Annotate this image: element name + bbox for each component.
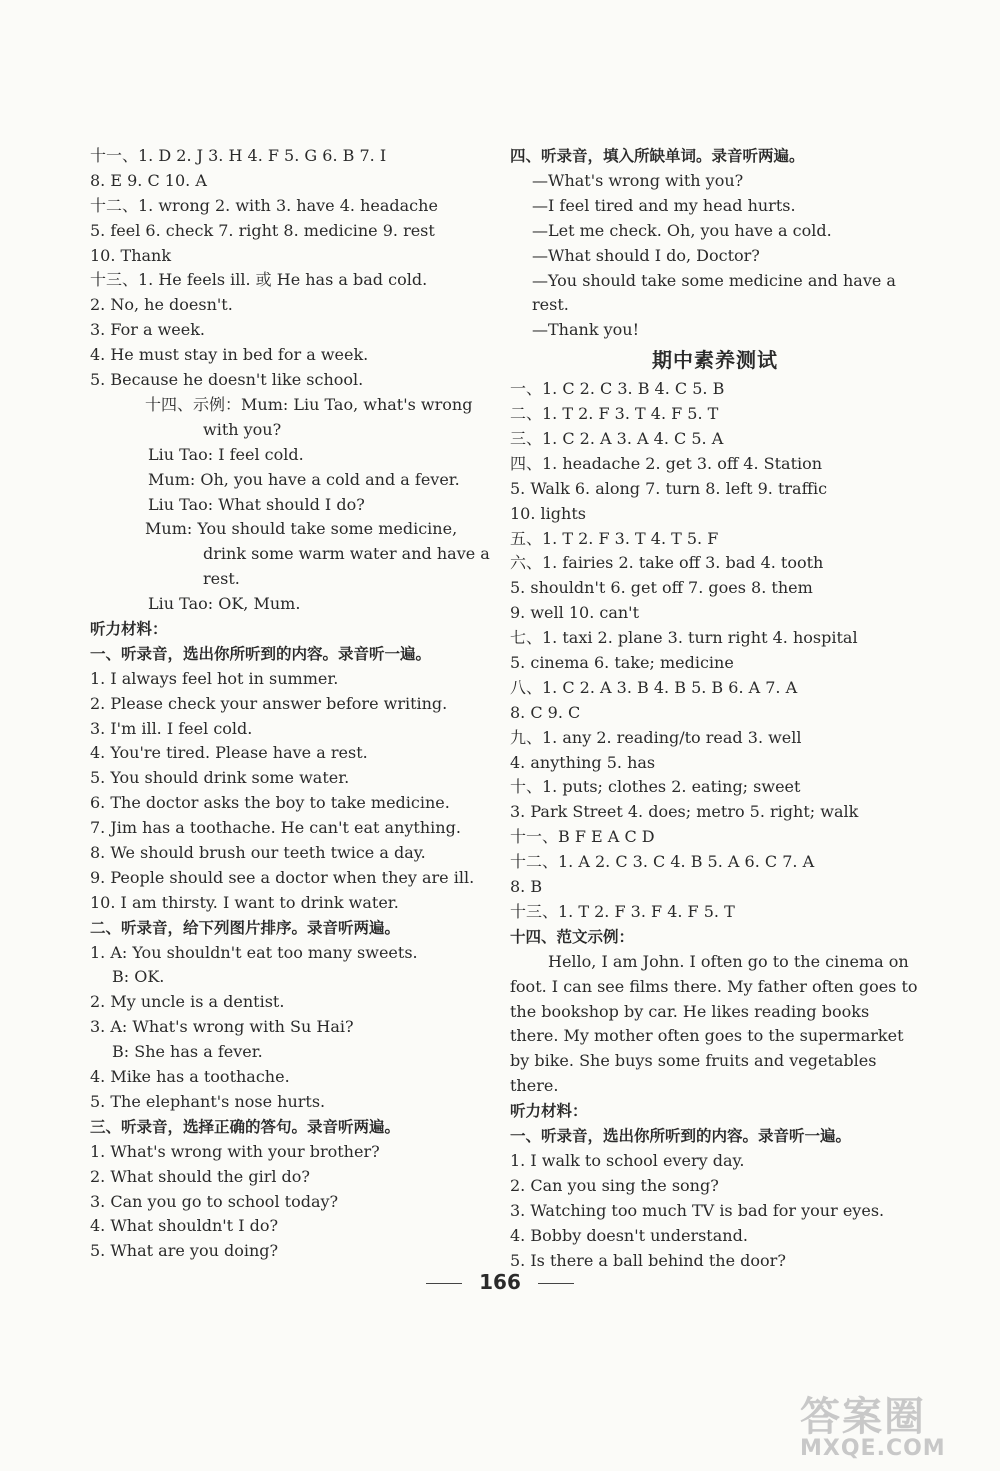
right-line: 一、1. C 2. C 3. B 4. C 5. B	[510, 379, 725, 399]
right-line: —Thank you!	[532, 320, 640, 340]
left-line: 4. He must stay in bed for a week.	[90, 345, 369, 365]
right-line: 八、1. C 2. A 3. B 4. B 5. B 6. A 7. A	[510, 677, 798, 697]
left-line: 2. Please check your answer before writing.	[90, 693, 448, 713]
right-line: 1. I walk to school every day.	[510, 1150, 745, 1170]
page-number-dash-left	[426, 1283, 462, 1284]
left-line: 3. For a week.	[90, 320, 205, 340]
right-column	[510, 144, 920, 1273]
right-line: Hello, I am John. I often go to the cinema on foot. I can see films there. My father often goes to the bookshop by car. He likes reading books there. My mother often goes to the supermarket by bike. She buys some fruits and vegetables there.	[510, 951, 918, 1096]
right-line: 10. lights	[510, 503, 586, 523]
right-line: 5. Walk 6. along 7. turn 8. left 9. traffic	[510, 478, 828, 498]
left-line: 十四、示例：Mum: Liu Tao, what's wrong with you?	[145, 394, 473, 439]
left-line: 5. You should drink some water.	[90, 768, 350, 788]
page-number: 166	[479, 1270, 521, 1294]
left-line: 10. I am thirsty. I want to drink water.	[90, 892, 399, 912]
right-line: 3. Park Street 4. does; metro 5. right; walk	[510, 802, 859, 822]
left-line: 十一、1. D 2. J 3. H 4. F 5. G 6. B 7. I	[90, 146, 387, 165]
left-line: 十二、1. wrong 2. with 3. have 4. headache	[90, 195, 438, 215]
left-line: B: She has a fever.	[112, 1042, 263, 1062]
right-line: 一、听录音，选出你所听到的内容。录音听一遍。	[510, 1127, 852, 1146]
left-line: 听力材料：	[90, 620, 168, 638]
left-line: 3. I'm ill. I feel cold.	[90, 718, 253, 738]
left-line: Mum: Oh, you have a cold and a fever.	[148, 469, 460, 489]
right-line: —You should take some medicine and have a rest.	[532, 270, 896, 315]
left-column	[90, 144, 495, 1264]
left-line: 1. I always feel hot in summer.	[90, 668, 339, 688]
right-line: —What's wrong with you?	[532, 170, 744, 190]
left-line: 2. No, he doesn't.	[90, 295, 233, 315]
right-line: 十四、范文示例：	[510, 927, 635, 946]
left-line: 3. Can you go to school today?	[90, 1191, 339, 1211]
left-line: 5. What are you doing?	[90, 1241, 279, 1261]
right-line: 十一、B F E A C D	[510, 827, 655, 847]
left-line: 7. Jim has a toothache. He can't eat anything.	[90, 818, 461, 838]
watermark-bottom: MXQE.COM	[800, 1436, 946, 1461]
right-line: 七、1. taxi 2. plane 3. turn right 4. hospital	[510, 628, 858, 648]
right-line: 十二、1. A 2. C 3. C 4. B 5. A 6. C 7. A	[510, 852, 815, 872]
left-line: 二、听录音，给下列图片排序。录音听两遍。	[90, 918, 401, 937]
left-line: 5. Because he doesn't like school.	[90, 370, 364, 390]
right-line: 二、1. T 2. F 3. T 4. F 5. T	[510, 404, 719, 424]
left-line: 5. feel 6. check 7. right 8. medicine 9. rest	[90, 220, 435, 240]
watermark-top: 答案圈	[800, 1394, 926, 1440]
right-line: 9. well 10. can't	[510, 603, 639, 623]
left-line: 一、听录音，选出你所听到的内容。录音听一遍。	[90, 644, 432, 663]
left-line: Liu Tao: I feel cold.	[148, 444, 304, 464]
left-line: 10. Thank	[90, 245, 172, 265]
left-line: B: OK.	[112, 967, 165, 987]
left-line: 2. What should the girl do?	[90, 1166, 311, 1186]
right-line: 4. anything 5. has	[510, 752, 656, 772]
right-line: 5. shouldn't 6. get off 7. goes 8. them	[510, 578, 813, 598]
right-line: 4. Bobby doesn't understand.	[510, 1225, 748, 1245]
right-line: 六、1. fairies 2. take off 3. bad 4. tooth	[510, 553, 824, 573]
right-line: 5. cinema 6. take; medicine	[510, 653, 734, 673]
left-line: 4. What shouldn't I do?	[90, 1216, 279, 1236]
watermark-logo	[800, 1385, 990, 1465]
left-line: 1. A: You shouldn't eat too many sweets.	[90, 942, 418, 962]
right-line: 十三、1. T 2. F 3. F 4. F 5. T	[510, 901, 735, 921]
page-number-row	[0, 1270, 1000, 1294]
left-line: 2. My uncle is a dentist.	[90, 992, 285, 1012]
left-line: 8. We should brush our teeth twice a day.	[90, 843, 426, 863]
right-line: 四、听录音，填入所缺单词。录音听两遍。	[510, 147, 805, 165]
left-line: Liu Tao: OK, Mum.	[148, 594, 301, 614]
left-line: 三、听录音，选择正确的答句。录音听两遍。	[90, 1117, 401, 1136]
right-line: 三、1. C 2. A 3. A 4. C 5. A	[510, 429, 724, 449]
left-line: 3. A: What's wrong with Su Hai?	[90, 1017, 354, 1037]
right-line: 十、1. puts; clothes 2. eating; sweet	[510, 777, 801, 797]
left-line: 4. Mike has a toothache.	[90, 1067, 290, 1087]
right-line: 听力材料：	[510, 1102, 588, 1121]
left-line: 9. People should see a doctor when they are ill.	[90, 867, 475, 887]
right-line: —What should I do, Doctor?	[532, 245, 760, 265]
left-line: 十三、1. He feels ill. 或 He has a bad cold.	[90, 270, 428, 290]
right-line: 5. Is there a ball behind the door?	[510, 1250, 786, 1270]
left-line: 5. The elephant's nose hurts.	[90, 1091, 326, 1111]
left-line: Liu Tao: What should I do?	[148, 494, 365, 514]
left-line: 4. You're tired. Please have a rest.	[90, 743, 368, 763]
left-line: 6. The doctor asks the boy to take medicine.	[90, 793, 450, 813]
right-line: 2. Can you sing the song?	[510, 1175, 719, 1195]
right-line: 3. Watching too much TV is bad for your eyes.	[510, 1200, 885, 1220]
left-line: 8. E 9. C 10. A	[90, 170, 207, 190]
right-line: 四、1. headache 2. get 3. off 4. Station	[510, 453, 823, 473]
page-number-dash-right	[538, 1283, 574, 1284]
right-line: 8. C 9. C	[510, 702, 581, 722]
left-line: 1. What's wrong with your brother?	[90, 1141, 380, 1161]
right-line: —I feel tired and my head hurts.	[532, 195, 796, 215]
right-line: 8. B	[510, 877, 543, 897]
left-line: Mum: You should take some medicine, drink some warm water and have a rest.	[145, 519, 490, 589]
right-line: —Let me check. Oh, you have a cold.	[532, 220, 832, 240]
right-line: 五、1. T 2. F 3. T 4. T 5. F	[510, 528, 719, 548]
right-line: 九、1. any 2. reading/to read 3. well	[510, 727, 802, 747]
right-line: 期中素养测试	[652, 348, 778, 373]
